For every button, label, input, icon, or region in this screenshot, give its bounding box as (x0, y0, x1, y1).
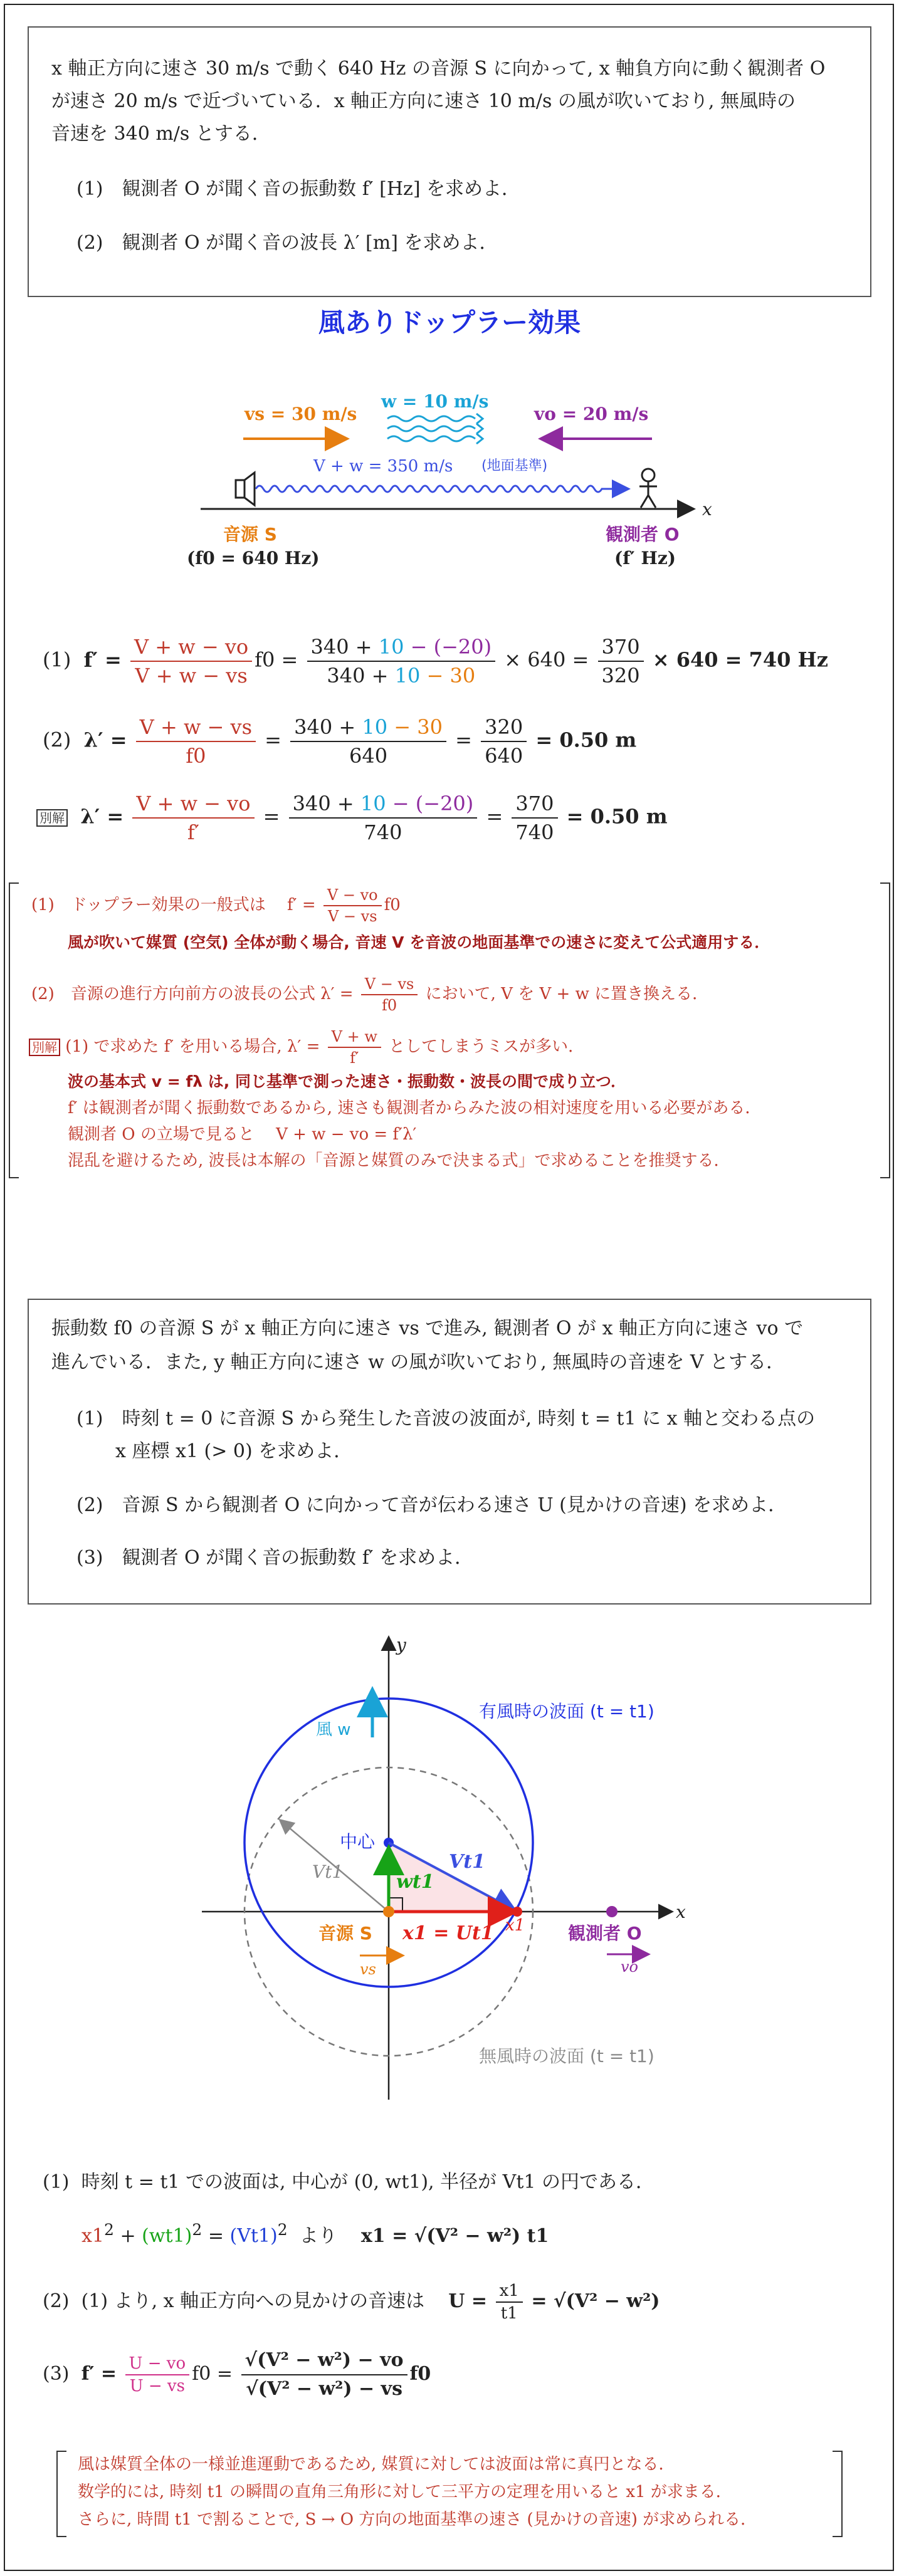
vs-label: vs = 30 m/s (244, 404, 357, 424)
x1-equation: x1 = Ut1 (402, 1922, 494, 1944)
note2-line-3: さらに, 時間 t1 で割ることで, S → O 方向の地面基準の速さ (見かけの音速) が求められる． (78, 2510, 757, 2529)
x1-point (512, 1907, 522, 1917)
answer1-2: (2) λ′ = $\frac{V + w - vs}{f0}$ = $\frac{340 + 10 - 30}{640}$ = $\frac{320}{640}$ = 0.50 m (43, 715, 637, 768)
note2-line-1: 風は媒質全体の一様並進運動であるため, 媒質に対しては波面は常に真円となる． (78, 2455, 675, 2474)
w-label: w = 10 m/s (381, 391, 489, 412)
observer-label: 観測者 O (568, 1923, 642, 1944)
center-label: 中心 (340, 1831, 376, 1852)
note1-3-bold: 波の基本式 v = fλ は, 同じ基準で測った速さ・振動数・波長の間で成り立つ． (68, 1072, 626, 1091)
wind-wavefront-label: 有風時の波面 (t = t1) (479, 1701, 655, 1722)
answer2-1: (1) 時刻 t = t1 での波面は, 中心が (0, wt1), 半径が Vt1 の円である． (43, 2171, 655, 2193)
wave-speed-note: (地面基準) (481, 458, 548, 474)
still-radius-label: Vt1 (312, 1861, 344, 1882)
wind-shift-label: wt1 (396, 1871, 434, 1893)
note1-1: (1) ドップラー効果の一般式は f′ = $\frac{V - vo}{V - vs}$ f0 (31, 886, 401, 925)
problem1-line-1: x 軸正方向に速さ 30 m/s で動く 640 Hz の音源 S に向かって, x 軸負方向に動く観測者 O (51, 58, 826, 80)
section-title: 風ありドップラー効果 (318, 307, 581, 338)
answer1-1: (1) f′ = $\frac{V + w - vo}{V + w - vs}$ f0 = $\frac{340 + 10 - (-20)}{340 + 10 - 30}$ × 640 = $\frac{370}{320}$ × 640 = 740 Hz (43, 635, 828, 688)
note1-3: 別解 (1) で求めた f′ を用いる場合, λ′ = $\frac{V + w}{f'}$ としてしまうミスが多い． (29, 1028, 584, 1067)
problem1-box (28, 26, 871, 297)
problem2-question-1b: x 座標 x1 (> 0) を求めよ． (115, 1440, 353, 1462)
source-freq: (f0 = 640 Hz) (187, 548, 320, 568)
note1-3-line-2: 観測者 O の立場で見ると V + w − vo = f′λ′ (68, 1125, 417, 1144)
note1-3-line-1: f′ は観測者が聞く振動数であるから, 速さも観測者からみた波の相対速度を用いる必要がある． (68, 1099, 762, 1118)
problem1-line-3: 音速を 340 m/s とする． (51, 123, 271, 145)
doppler-wind-diagram (0, 376, 899, 589)
problem2-line-1: 振動数 f0 の音源 S が x 軸正方向に速さ vs で進み, 観測者 O が x 軸正方向に速さ vo で (51, 1317, 804, 1339)
answer1-alt: 別解 λ′ = $\frac{V + w - vo}{f'}$ = $\frac{340 + 10 - (-20)}{740}$ = $\frac{370}{740}$ = 0.50 m (36, 791, 668, 845)
answer2-1-equation: $x1^2 + (wt1)^2 = (Vt1)^2$ より x1 = √(V² − w²) t1 (81, 2221, 549, 2247)
x-axis-label: x (676, 1902, 686, 1922)
problem2-box (28, 1299, 871, 1605)
problem2-line-2: 進んでいる．また, y 軸正方向に速さ w の風が吹いており, 無風時の音速を V とする． (51, 1351, 786, 1373)
x1-label: x1 (505, 1916, 525, 1935)
sound-wave (256, 486, 627, 492)
note1-3-line-3: 混乱を避けるため, 波長は本解の「音源と媒質のみで決まる式」で求めることを推奨する． (68, 1151, 730, 1170)
answer2-2: (2) (1) より, x 軸正方向への見かけの音速は U = $\frac{x1}{t1}$ = √(V² − w²) (43, 2281, 660, 2323)
observer-icon (639, 469, 657, 508)
wind-label: 風 w (316, 1720, 351, 1739)
wavefront-diagram (0, 1617, 899, 2118)
note1-2: (2) 音源の進行方向前方の波長の公式 λ′ = $\frac{V - vs}{f0}$ において, V を V + w に置き換える． (31, 975, 709, 1014)
source-label: 音源 S (223, 524, 277, 545)
observer-label: 観測者 O (606, 524, 680, 545)
observer-freq: (f′ Hz) (614, 548, 676, 568)
problem2-question-3: (3) 観測者 O が聞く音の振動数 f′ を求めよ． (76, 1547, 474, 1569)
source-label: 音源 S (318, 1923, 372, 1944)
vs-label: vs (360, 1961, 376, 1978)
problem2-question-1a: (1) 時刻 t = 0 に音源 S から発生した音波の波面が, 時刻 t = t1 に x 軸と交わる点の (76, 1408, 816, 1430)
observer-point (606, 1906, 618, 1917)
problem1-question-2: (2) 観測者 O が聞く音の波長 λ′ [m] を求めよ． (76, 232, 498, 254)
problem1-question-1: (1) 観測者 O が聞く音の振動数 f′ [Hz] を求めよ． (76, 178, 521, 200)
x-axis-label: x (702, 499, 712, 520)
still-wavefront-label: 無風時の波面 (t = t1) (479, 2046, 655, 2066)
wind-radius-label: Vt1 (449, 1851, 486, 1873)
problem2-question-2: (2) 音源 S から観測者 O に向かって音が伝わる速さ U (見かけの音速) を求めよ． (76, 1494, 787, 1516)
source-point (383, 1906, 394, 1917)
problem1-line-2: が速さ 20 m/s で近づいている．x 軸正方向に速さ 10 m/s の風が吹いており, 無風時の (51, 90, 796, 112)
answer2-3: (3) f′ = $\frac{U - vo}{U - vs}$ f0 = $\frac{\text{√(V² − w²) − vo}}{\text{√(V² − w²) − vs}}$ f0 (43, 2349, 431, 2400)
note1-1-bold: 風が吹いて媒質 (空気) 全体が動く場合, 音速 V を音波の地面基準での速さに変えて公式適用する． (68, 933, 770, 951)
vo-label: vo = 20 m/s (534, 404, 649, 424)
vo-label: vo (621, 1958, 639, 1976)
wave-speed-label: V + w = 350 m/s (313, 457, 453, 476)
note2-line-2: 数学的には, 時刻 t1 の瞬間の直角三角形に対して三平方の定理を用いると x1 が求まる． (78, 2483, 732, 2501)
wind-waves-icon (387, 414, 483, 444)
y-axis-label: y (396, 1635, 406, 1655)
speaker-icon (236, 473, 255, 505)
